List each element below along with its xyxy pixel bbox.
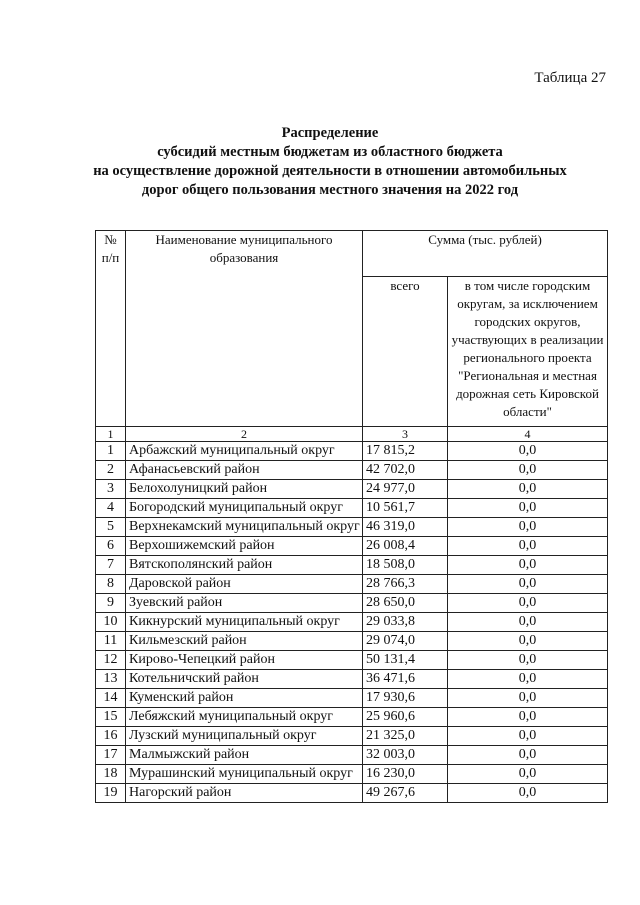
- title-line: на осуществление дорожной деятельности в отношении автомобильных: [93, 163, 567, 179]
- row-number-cell: 13: [96, 670, 126, 689]
- municipality-name-cell: Котельничский район: [126, 670, 363, 689]
- included-amount-cell: 0,0: [448, 575, 608, 594]
- total-amount-cell: 46 319,0: [363, 518, 448, 537]
- table-row: [96, 708, 608, 727]
- subsidy-table: [95, 230, 608, 803]
- row-number-cell: 2: [96, 461, 126, 480]
- included-amount-cell: 0,0: [448, 480, 608, 499]
- column-index: 1: [96, 427, 126, 442]
- total-amount-cell: 26 008,4: [363, 537, 448, 556]
- table-row: [96, 499, 608, 518]
- included-amount-cell: 0,0: [448, 708, 608, 727]
- table-row: [96, 765, 608, 784]
- municipality-name-cell: Мурашинский муниципальный округ: [126, 765, 363, 784]
- column-index: 3: [363, 427, 448, 442]
- row-number-cell: 7: [96, 556, 126, 575]
- table-row: [96, 651, 608, 670]
- total-amount-cell: 49 267,6: [363, 784, 448, 803]
- municipality-name-cell: Малмыжский район: [126, 746, 363, 765]
- table-row: [96, 746, 608, 765]
- row-number-cell: 5: [96, 518, 126, 537]
- municipality-name-cell: Афанасьевский район: [126, 461, 363, 480]
- total-amount-cell: 36 471,6: [363, 670, 448, 689]
- table-row: [96, 594, 608, 613]
- table-number: Таблица 27: [534, 70, 606, 86]
- title-line: дорог общего пользования местного значения на 2022 год: [141, 182, 519, 198]
- row-number-cell: 8: [96, 575, 126, 594]
- included-amount-cell: 0,0: [448, 499, 608, 518]
- included-amount-cell: 0,0: [448, 632, 608, 651]
- row-number-cell: 1: [96, 442, 126, 461]
- column-index: 4: [448, 427, 608, 442]
- included-amount-cell: 0,0: [448, 518, 608, 537]
- included-amount-cell: 0,0: [448, 556, 608, 575]
- row-number-cell: 17: [96, 746, 126, 765]
- included-amount-cell: 0,0: [448, 537, 608, 556]
- included-amount-cell: 0,0: [448, 727, 608, 746]
- row-number-cell: 11: [96, 632, 126, 651]
- total-amount-cell: 25 960,6: [363, 708, 448, 727]
- municipality-name-cell: Богородский муниципальный округ: [126, 499, 363, 518]
- total-amount-cell: 32 003,0: [363, 746, 448, 765]
- header-total: всего: [363, 277, 448, 427]
- table-row: [96, 613, 608, 632]
- included-amount-cell: 0,0: [448, 784, 608, 803]
- total-amount-cell: 24 977,0: [363, 480, 448, 499]
- document-title: [40, 124, 620, 200]
- row-number-cell: 14: [96, 689, 126, 708]
- table-header: [96, 231, 608, 442]
- table-row: [96, 632, 608, 651]
- included-amount-cell: 0,0: [448, 613, 608, 632]
- header-name: Наименование муниципального образования: [126, 231, 363, 427]
- total-amount-cell: 17 930,6: [363, 689, 448, 708]
- row-number-cell: 4: [96, 499, 126, 518]
- municipality-name-cell: Верхнекамский муниципальный округ: [126, 518, 363, 537]
- total-amount-cell: 18 508,0: [363, 556, 448, 575]
- column-index: 2: [126, 427, 363, 442]
- included-amount-cell: 0,0: [448, 594, 608, 613]
- column-index-row: [96, 427, 608, 442]
- total-amount-cell: 21 325,0: [363, 727, 448, 746]
- row-number-cell: 9: [96, 594, 126, 613]
- municipality-name-cell: Зуевский район: [126, 594, 363, 613]
- included-amount-cell: 0,0: [448, 689, 608, 708]
- municipality-name-cell: Кирово-Чепецкий район: [126, 651, 363, 670]
- total-amount-cell: 29 074,0: [363, 632, 448, 651]
- row-number-cell: 18: [96, 765, 126, 784]
- included-amount-cell: 0,0: [448, 670, 608, 689]
- included-amount-cell: 0,0: [448, 746, 608, 765]
- row-number-cell: 12: [96, 651, 126, 670]
- row-number-cell: 19: [96, 784, 126, 803]
- table-row: [96, 518, 608, 537]
- table-row: [96, 575, 608, 594]
- table-row: [96, 461, 608, 480]
- included-amount-cell: 0,0: [448, 765, 608, 784]
- total-amount-cell: 16 230,0: [363, 765, 448, 784]
- table-row: [96, 727, 608, 746]
- table-row: [96, 442, 608, 461]
- municipality-name-cell: Кикнурский муниципальный округ: [126, 613, 363, 632]
- row-number-cell: 6: [96, 537, 126, 556]
- municipality-name-cell: Куменский район: [126, 689, 363, 708]
- total-amount-cell: 10 561,7: [363, 499, 448, 518]
- row-number-cell: 15: [96, 708, 126, 727]
- included-amount-cell: 0,0: [448, 461, 608, 480]
- table-row: [96, 556, 608, 575]
- table-row: [96, 784, 608, 803]
- total-amount-cell: 42 702,0: [363, 461, 448, 480]
- total-amount-cell: 50 131,4: [363, 651, 448, 670]
- table-row: [96, 480, 608, 499]
- table-row: [96, 689, 608, 708]
- total-amount-cell: 29 033,8: [363, 613, 448, 632]
- municipality-name-cell: Верхошижемский район: [126, 537, 363, 556]
- municipality-name-cell: Кильмезский район: [126, 632, 363, 651]
- municipality-name-cell: Арбажский муниципальный округ: [126, 442, 363, 461]
- table-body: [96, 442, 608, 803]
- total-amount-cell: 17 815,2: [363, 442, 448, 461]
- header-sum: Сумма (тыс. рублей): [363, 231, 608, 277]
- header-included: в том числе городским округам, за исключением городских округов, участвующих в реализации регионального проекта "Региональная и местная дорожная сеть Кировской области": [448, 277, 608, 427]
- row-number-cell: 3: [96, 480, 126, 499]
- municipality-name-cell: Лузский муниципальный округ: [126, 727, 363, 746]
- included-amount-cell: 0,0: [448, 651, 608, 670]
- row-number-cell: 16: [96, 727, 126, 746]
- municipality-name-cell: Даровской район: [126, 575, 363, 594]
- included-amount-cell: 0,0: [448, 442, 608, 461]
- total-amount-cell: 28 766,3: [363, 575, 448, 594]
- municipality-name-cell: Лебяжский муниципальный округ: [126, 708, 363, 727]
- title-line: Распределение: [281, 125, 379, 141]
- municipality-name-cell: Белохолуницкий район: [126, 480, 363, 499]
- municipality-name-cell: Вятскополянский район: [126, 556, 363, 575]
- row-number-cell: 10: [96, 613, 126, 632]
- table-row: [96, 537, 608, 556]
- municipality-name-cell: Нагорский район: [126, 784, 363, 803]
- title-line: субсидий местным бюджетам из областного бюджета: [157, 144, 503, 160]
- header-num: № п/п: [96, 231, 126, 427]
- total-amount-cell: 28 650,0: [363, 594, 448, 613]
- table-row: [96, 670, 608, 689]
